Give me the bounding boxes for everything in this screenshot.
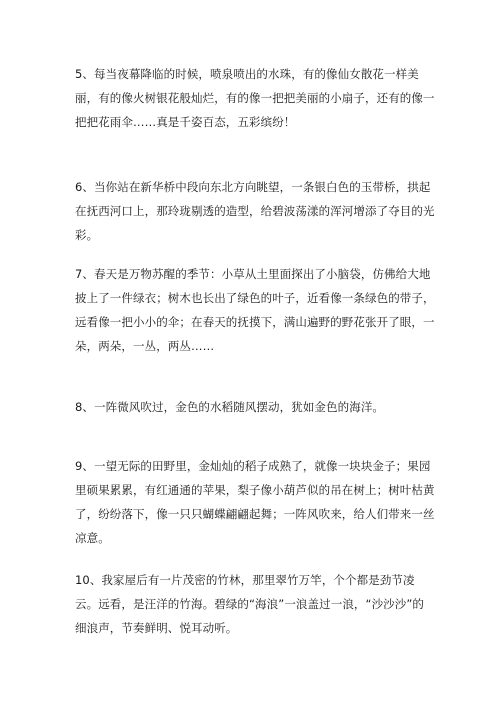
paragraph-5: 5、每当夜幕降临的时候，喷泉喷出的水珠，有的像仙女散花一样美丽，有的像火树银花般灿烂，有的像一把把美丽的小扇子，还有的像一把把花雨伞……真是千姿百态，五彩缤纷！ [75,67,435,129]
paragraph-9: 9、一望无际的田野里，金灿灿的稻子成熟了，就像一块块金子；果园里硕果累累，有红通通的苹果，梨子像小葫芦似的吊在树上；树叶枯黄了，纷纷落下，像一只只蝴蝶翩翩起舞；一阵风吹来，给人们带来一丝凉意。 [75,459,435,545]
paragraph-10: 10、我家屋后有一片茂密的竹林，那里翠竹万竿，个个都是劲节凌云。远看，是汪洋的竹海。碧绿的“海浪”一浪盖过一浪，“沙沙沙”的细浪声，节奏鲜明、悦耳动听。 [75,573,425,635]
paragraph-6: 6、当你站在新华桥中段向东北方向眺望，一条银白色的玉带桥，拱起在抚西河口上，那玲珑剔透的造型，给碧波荡漾的浑河增添了夺目的光彩。 [75,180,435,242]
paragraph-8: 8、一阵微风吹过，金色的水稻随风摆动，犹如金色的海洋。 [75,400,385,414]
paragraph-7: 7、春天是万物苏醒的季节：小草从土里面探出了小脑袋，仿佛给大地披上了一件绿衣；树木也长出了绿色的叶子，近看像一条绿色的带子，远看像一把小小的伞；在春天的抚摸下，满山遍野的野花张开了眼，一朵，两朵，一丛，两丛…… [75,267,435,353]
